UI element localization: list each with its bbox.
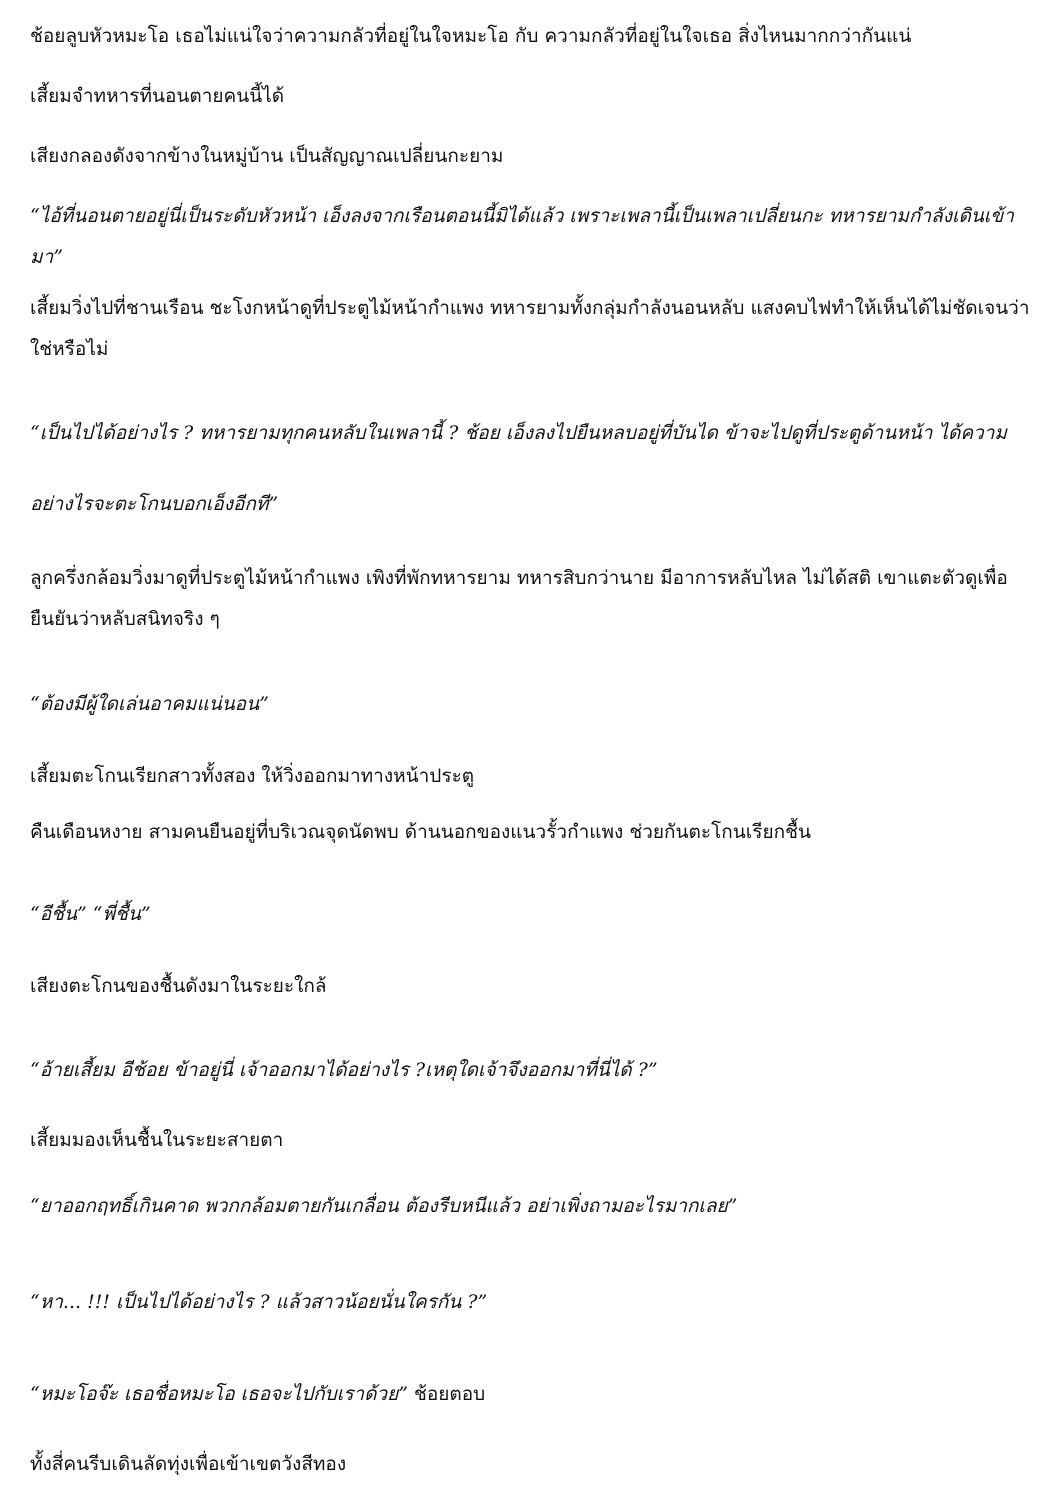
paragraph-dialogue: “ไอ้ที่นอนตายอยู่นี่เป็นระดับหัวหน้า เอ็งลงจากเรือนตอนนี้มิได้แล้ว เพราะเพลานี้เป็นเพลาเปลี่ยนกะ ทหารยามกำลังเดินเข้ามา” <box>30 205 1014 268</box>
paragraph-dialogue: “อีชื้น” “พี่ชื้น” <box>30 903 151 925</box>
paragraph-narration: ทั้งสี่คนรีบเดินลัดทุ่งเพื่อเข้าเขตวังสีทอง <box>30 1453 347 1475</box>
paragraph-narration: เสี้ยมวิ่งไปที่ชานเรือน ชะโงกหน้าดูที่ประตูไม้หน้ากำแพง ทหารยามทั้งกลุ่มกำลังนอนหลับ แสงคบไฟทำให้เห็นได้ไม่ชัดเจนว่าใช่หรือไม่ <box>30 297 1030 360</box>
paragraph-dialogue: “ยาออกฤทธิ์เกินคาด พวกกล้อมตายกันเกลื่อน ต้องรีบหนีแล้ว อย่าเพิ่งถามอะไรมากเลย” <box>30 1195 738 1217</box>
paragraph-dialogue: “ต้องมีผู้ใดเล่นอาคมแน่นอน” <box>30 693 269 715</box>
paragraph-narration: เสียงกลองดังจากข้างในหมู่บ้าน เป็นสัญญาณเปลี่ยนกะยาม <box>30 145 504 167</box>
dialogue-text: “หมะโอจ๊ะ เธอชื่อหมะโอ เธอจะไปกับเราด้วย” <box>30 1383 408 1405</box>
paragraph-narration: เสี้ยมจำทหารที่นอนตายคนนี้ได้ <box>30 85 285 107</box>
narration-text: ช้อยตอบ <box>413 1383 486 1405</box>
paragraph-narration: ช้อยลูบหัวหมะโอ เธอไม่แน่ใจว่าความกลัวที่อยู่ในใจหมะโอ กับ ความกลัวที่อยู่ในใจเธอ สิ่งไหนมากกว่ากันแน่ <box>30 25 912 47</box>
paragraph-dialogue: “หา... !!! เป็นไปได้อย่างไร ? แล้วสาวน้อยนั่นใครกัน ?” <box>30 1291 488 1313</box>
paragraph-mixed <box>30 1374 1035 1415</box>
paragraph-narration: คืนเดือนหงาย สามคนยืนอยู่ที่บริเวณจุดนัดพบ ด้านนอกของแนวรั้วกำแพง ช่วยกันตะโกนเรียกชื้น <box>30 821 811 843</box>
paragraph-narration: เสี้ยมมองเห็นชื้นในระยะสายตา <box>30 1129 284 1151</box>
paragraph-narration: ลูกครึ่งกล้อมวิ่งมาดูที่ประตูไม้หน้ากำแพง เพิงที่พักทหารยาม ทหารสิบกว่านาย มีอาการหลับไหล ไม่ได้สติ เขาแตะตัวดูเพื่อยืนยันว่าหลับสนิทจริง ๆ <box>30 567 1008 630</box>
paragraph-dialogue: “อ้ายเสี้ยม อีช้อย ข้าอยู่นี่ เจ้าออกมาได้อย่างไร ?เหตุใดเจ้าจึงออกมาที่นี่ได้ ?” <box>30 1059 658 1081</box>
paragraph-narration: เสียงตะโกนของชื้นดังมาในระยะใกล้ <box>30 975 327 997</box>
paragraph-narration: เสี้ยมตะโกนเรียกสาวทั้งสอง ให้วิ่งออกมาทางหน้าประตู <box>30 765 475 787</box>
paragraph-dialogue: “เป็นไปได้อย่างไร ? ทหารยามทุกคนหลับในเพลานี้ ? ช้อย เอ็งลงไปยืนหลบอยู่ที่บันได ข้าจะไปดูที่ประตูด้านหน้า ได้ความอย่างไรจะตะโกนบอกเอ็งอีกที” <box>30 422 1007 515</box>
